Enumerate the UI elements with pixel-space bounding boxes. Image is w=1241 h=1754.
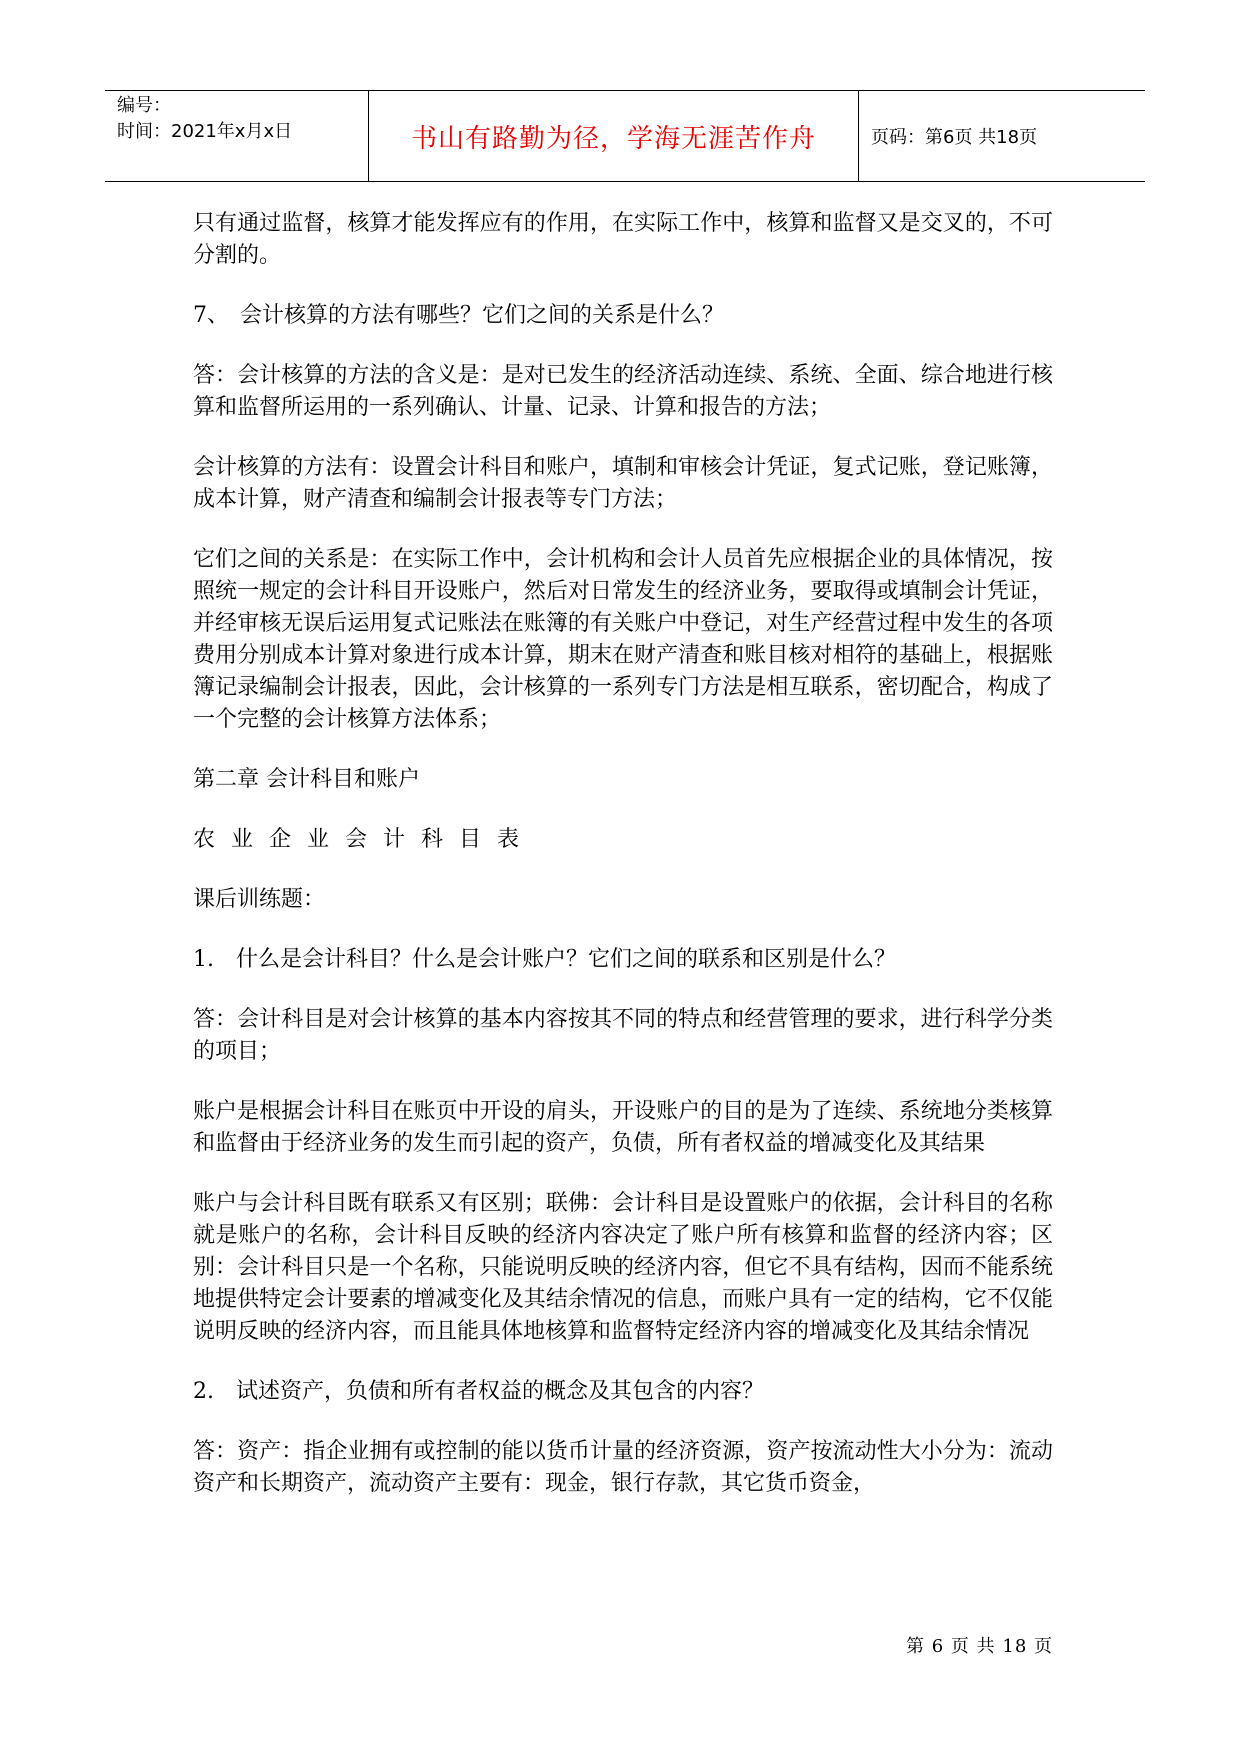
time-label: 时间：2021年x月x日: [117, 121, 293, 142]
question-7: 7、 会计核算的方法有哪些？它们之间的关系是什么？: [193, 303, 724, 328]
document-body: [193, 208, 1053, 1528]
header-page-cell: [859, 91, 1145, 181]
answer-1-relation: 账户与会计科目既有联系又有区别；联佛：会计科目是设置账户的依据，会计科目的名称就是账户的名称，会计科目反映的经济内容决定了账户所有核算和监督的经济内容；区别：会计科目只是一个名称，只能说明反映的经济内容，但它不具有结构，因而不能系统地提供特定会计要素的增减变化及其结余情况的信息，而账户具有一定的结构，它不仅能说明反映的经济内容，而且能具体地核算和监督特定经济内容的增减变化及其结余情况: [193, 1191, 1053, 1344]
header-motto-cell: [369, 91, 859, 181]
serial-number-label: 编号：: [117, 95, 171, 116]
question-1: 1. 什么是会计科目？什么是会计账户？它们之间的联系和区别是什么？: [193, 947, 896, 972]
header-meta-cell: [105, 91, 369, 181]
header-motto: 书山有路勤为径，学海无涯苦作舟: [410, 123, 816, 154]
paragraph-continuation: 只有通过监督，核算才能发挥应有的作用，在实际工作中，核算和监督又是交叉的，不可分割的。: [193, 211, 1053, 268]
answer-7-definition: 答：会计核算的方法的含义是：是对已发生的经济活动连续、系统、全面、综合地进行核算和监督所运用的一系列确认、计量、记录、计算和报告的方法；: [193, 363, 1053, 420]
answer-1-account: 账户是根据会计科目在账页中开设的肩头，开设账户的目的是为了连续、系统地分类核算和监督由于经济业务的发生而引起的资产，负债，所有者权益的增减变化及其结果: [193, 1099, 1053, 1156]
question-2: 2. 试述资产，负债和所有者权益的概念及其包含的内容？: [193, 1379, 764, 1404]
answer-7-relationship: 它们之间的关系是：在实际工作中，会计机构和会计人员首先应根据企业的具体情况，按照统一规定的会计科目开设账户，然后对日常发生的经济业务，要取得或填制会计凭证，并经审核无误后运用复式记账法在账簿的有关账户中登记，对生产经营过程中发生的各项费用分别成本计算对象进行成本计算，期末在财产清查和账目核对相符的基础上，根据账簿记录编制会计报表，因此，会计核算的一系列专门方法是相互联系，密切配合，构成了一个完整的会计核算方法体系；: [193, 547, 1053, 732]
header-page-info: 页码：第6页 共18页: [871, 127, 1038, 148]
answer-1-subject: 答：会计科目是对会计核算的基本内容按其不同的特点和经营管理的要求，进行科学分类的项目；: [193, 1007, 1053, 1064]
page-footer: 第 6 页 共 18 页: [906, 1636, 1053, 1657]
answer-2-assets: 答：资产：指企业拥有或控制的能以货币计量的经济资源，资产按流动性大小分为：流动资产和长期资产，流动资产主要有：现金，银行存款，其它货币资金，: [193, 1439, 1053, 1496]
answer-7-methods: 会计核算的方法有：设置会计科目和账户，填制和审核会计凭证，复式记账，登记账簿，成本计算，财产清查和编制会计报表等专门方法；: [193, 455, 1053, 512]
chapter-heading: 第二章 会计科目和账户: [193, 767, 420, 792]
exercise-heading: 课后训练题：: [193, 887, 326, 912]
table-title: 农业企业会计科目表: [193, 827, 536, 852]
page-header: [105, 90, 1145, 182]
